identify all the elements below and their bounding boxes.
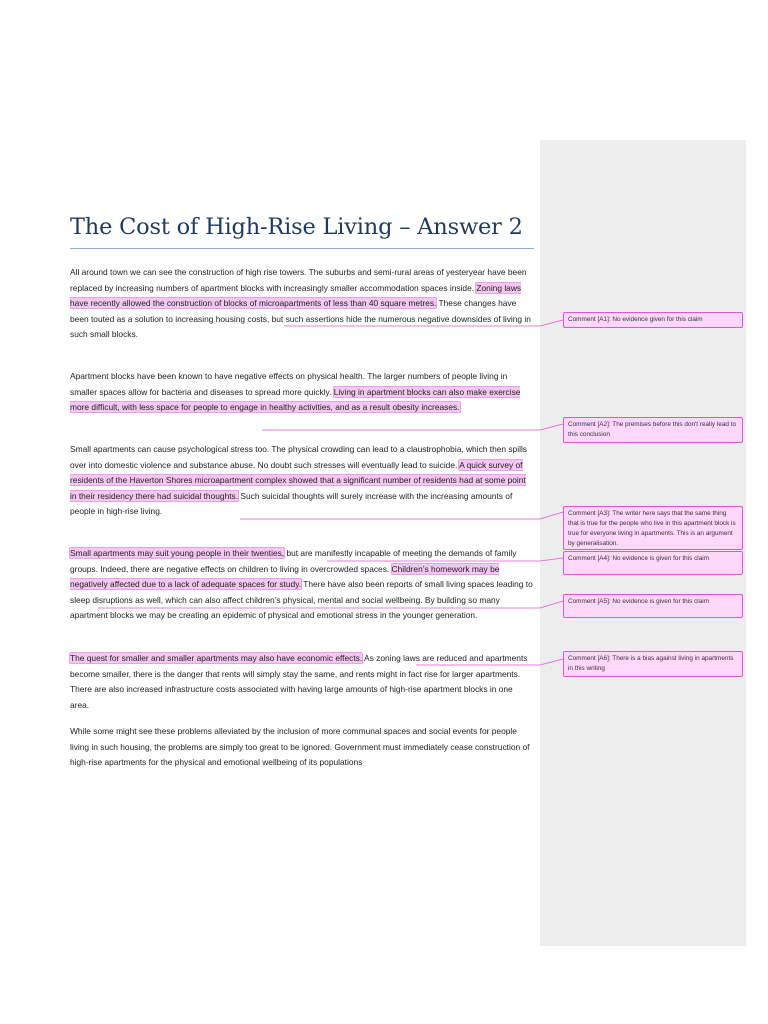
highlighted-text-a2[interactable]: Living in apartment blocks can also make exercise more difficult, with less space for people to engage in healthy activities, and as a result obesity increases. bbox=[70, 386, 521, 413]
comment-a3[interactable] bbox=[563, 506, 743, 550]
paragraph-text: but are manifestly incapable of meeting the demands of family groups. Indeed, there are negative effects on children to living in overcrowded spaces. bbox=[70, 548, 517, 574]
paragraph-text: Small apartments can cause psychological stress too. The physical crowding can lead to a claustrophobia, which then spills over into domestic violence and substance abuse. No doubt such stresses will eventually lead to suicide. bbox=[70, 444, 527, 470]
paragraph-1 bbox=[70, 265, 534, 343]
comment-label: Comment [A2]: bbox=[568, 421, 611, 428]
comment-text: No evidence is given for this claim bbox=[610, 598, 710, 605]
paragraph-text: While some might see these problems alleviated by the inclusion of more communal spaces and social events for people living in such housing, the problems are simply too great to be ignored. Government must immediately cease construction of high-rise apartments for the physical and emotional wellbeing of its populations bbox=[70, 726, 530, 768]
comment-label: Comment [A6]: bbox=[568, 655, 611, 662]
highlighted-text-a6[interactable]: The quest for smaller and smaller apartments may also have economic effects. bbox=[70, 653, 363, 663]
comment-text: There is a bias against living in apartments in this writing bbox=[568, 655, 734, 672]
comment-a5[interactable] bbox=[563, 594, 743, 618]
comment-text: The writer here says that the same thing that is true for the people who live in this apartment block is true for everyone living in apartments. This is an argument by generalisation. bbox=[568, 510, 736, 547]
comment-a6[interactable] bbox=[563, 651, 743, 677]
paragraph-text: These changes have been touted as a solution to increasing housing costs, but such assertions hide the numerous negative downsides of living in such small blocks. bbox=[70, 298, 531, 340]
title-underline bbox=[70, 248, 534, 249]
highlighted-text-a3[interactable]: A quick survey of residents of the Haverton Shores microapartment complex showed that a significant number of residents had at some point in their residency there had suicidal thoughts. bbox=[70, 459, 526, 501]
highlighted-text-a5[interactable]: Children’s homework may be negatively affected due to a lack of adequate spaces for study. bbox=[70, 563, 500, 590]
paragraph-5 bbox=[70, 651, 534, 713]
comment-label: Comment [A5]: bbox=[568, 598, 611, 605]
document-title: The Cost of High-Rise Living – Answer 2 bbox=[70, 214, 523, 240]
comment-a4[interactable] bbox=[563, 551, 743, 575]
paragraph-6 bbox=[70, 724, 534, 771]
comment-text: The premises before this don't really lead to this conclusion bbox=[568, 421, 737, 438]
comment-label: Comment [A4]: bbox=[568, 555, 611, 562]
paragraph-2 bbox=[70, 369, 534, 416]
comment-a2[interactable] bbox=[563, 417, 743, 443]
highlighted-text-a4[interactable]: Small apartments may suit young people in their twenties, bbox=[70, 548, 285, 558]
paragraph-text: Apartment blocks have been known to have negative effects on physical health. The larger numbers of people living in smaller spaces allow for bacteria and diseases to spread more quickly. bbox=[70, 371, 508, 397]
comment-text: No evidence given for this claim bbox=[610, 316, 703, 323]
comment-text: No evidence is given for this claim bbox=[610, 555, 710, 562]
comment-label: Comment [A3]: bbox=[568, 510, 611, 517]
paragraph-4 bbox=[70, 546, 534, 624]
comment-a1[interactable] bbox=[563, 312, 743, 328]
paragraph-3 bbox=[70, 442, 534, 520]
paragraph-text: Such suicidal thoughts will surely increase with the increasing amounts of people in high-rise living. bbox=[70, 490, 513, 517]
paragraph-text: All around town we can see the construction of high rise towers. The suburbs and semi-rural areas of yesteryear have been replaced by increasing numbers of apartment blocks with increasingly smaller accommodation spaces inside. bbox=[70, 267, 527, 293]
paragraph-text: There have also been reports of small living spaces leading to sleep disruptions as well, which can also affect children’s physical, mental and social wellbeing. By building so many apartment blocks we may be creating an epidemic of physical and emotional stress in the younger generation. bbox=[70, 579, 533, 621]
comment-label: Comment [A1]: bbox=[568, 316, 611, 323]
paragraph-text: As zoning laws are reduced and apartments become smaller, there is the danger that rents will simply stay the same, and rents might in fact rise for larger apartments. There are also increased infrastructure costs associated with having large amounts of high-rise apartment blocks in one area. bbox=[70, 653, 528, 710]
highlighted-text-a1[interactable]: Zoning laws have recently allowed the construction of blocks of microapartments of less than 40 square metres. bbox=[70, 282, 522, 309]
leader-line-a2 bbox=[262, 424, 563, 430]
